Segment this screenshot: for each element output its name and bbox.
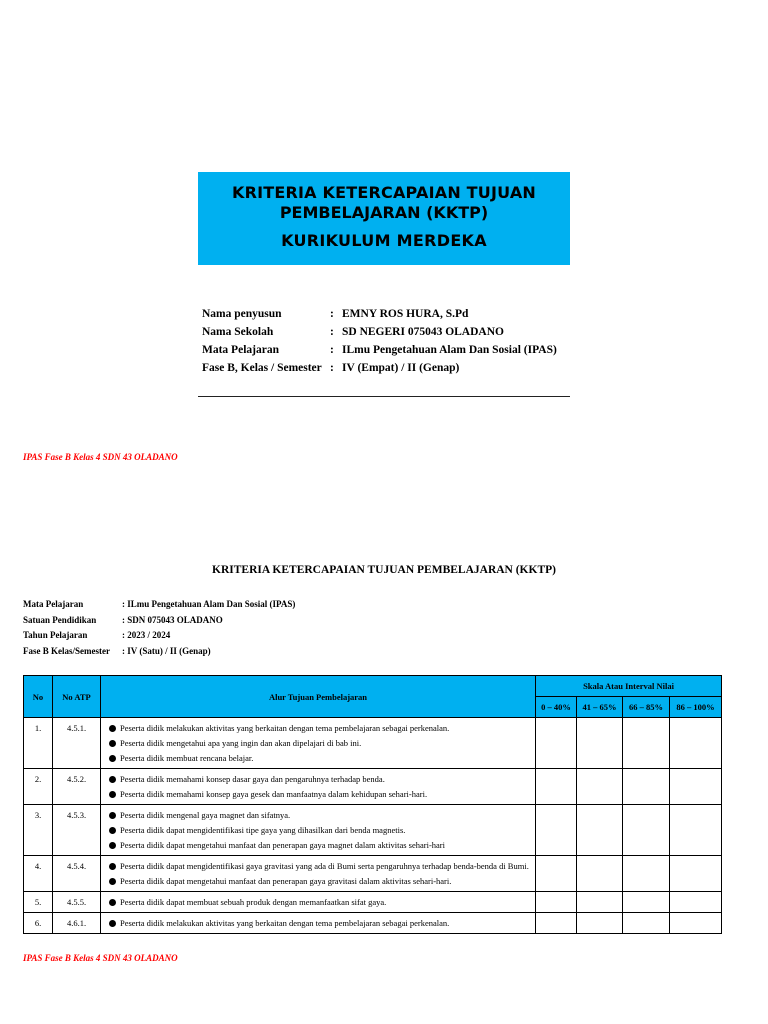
info-value: EMNY ROS HURA, S.Pd bbox=[342, 308, 469, 320]
info-separator: : bbox=[330, 326, 334, 338]
cell-atp: 4.5.5. bbox=[53, 892, 101, 913]
info-value: IV (Empat) / II (Genap) bbox=[342, 362, 460, 374]
info-label: Nama Sekolah bbox=[202, 326, 274, 338]
meta-row bbox=[23, 644, 295, 660]
cell-atp: 4.5.4. bbox=[53, 856, 101, 892]
cell-atp: 4.5.3. bbox=[53, 805, 101, 856]
score-cell[interactable] bbox=[670, 913, 722, 934]
score-cell[interactable] bbox=[536, 856, 577, 892]
meta-value: : 2023 / 2024 bbox=[122, 630, 171, 640]
info-label: Mata Pelajaran bbox=[202, 344, 279, 356]
bullet-icon bbox=[109, 740, 116, 747]
cell-alur bbox=[101, 913, 536, 934]
bullet-item bbox=[109, 753, 531, 763]
bullet-icon bbox=[109, 725, 116, 732]
score-cell[interactable] bbox=[623, 892, 670, 913]
bullet-text: Peserta didik dapat mengetahui manfaat dan penerapan gaya magnet dalam aktivitas sehari-hari bbox=[120, 840, 445, 850]
score-cell[interactable] bbox=[577, 856, 623, 892]
info-separator: : bbox=[330, 344, 334, 356]
meta-value: : IV (Satu) / II (Genap) bbox=[122, 645, 211, 656]
meta-value: : ILmu Pengetahuan Alam Dan Sosial (IPAS) bbox=[122, 599, 296, 609]
header-range: 41 – 65% bbox=[577, 697, 623, 718]
meta-value: : SDN 075043 OLADANO bbox=[122, 614, 223, 625]
bullet-text: Peserta didik memahami konsep gaya gesek dan manfaatnya dalam kehidupan sehari-hari. bbox=[120, 789, 428, 799]
score-cell[interactable] bbox=[536, 769, 577, 805]
meta-row bbox=[23, 628, 295, 644]
document-title: KRITERIA KETERCAPAIAN TUJUAN PEMBELAJARAN (KKTP) bbox=[212, 564, 556, 576]
score-cell[interactable] bbox=[670, 856, 722, 892]
cell-no: 6. bbox=[24, 913, 53, 934]
cover-title-line-2: PEMBELAJARAN (KKTP) bbox=[279, 203, 489, 222]
cell-alur bbox=[101, 856, 536, 892]
bullet-text: Peserta didik melakukan aktivitas yang berkaitan dengan tema pembelajaran sebagai perkenalan. bbox=[120, 918, 450, 928]
cell-no: 3. bbox=[24, 805, 53, 856]
bullet-item bbox=[109, 774, 531, 784]
bullet-icon bbox=[109, 842, 116, 849]
bullet-icon bbox=[109, 812, 116, 819]
bullet-text: Peserta didik memahami konsep dasar gaya dan pengaruhnya terhadap benda. bbox=[120, 774, 385, 784]
bullet-item bbox=[109, 789, 531, 799]
cell-alur bbox=[101, 769, 536, 805]
score-cell[interactable] bbox=[536, 913, 577, 934]
score-cell[interactable] bbox=[670, 805, 722, 856]
cover-title-banner bbox=[198, 172, 570, 265]
bullet-icon bbox=[109, 791, 116, 798]
table-row bbox=[24, 718, 722, 769]
cell-no: 2. bbox=[24, 769, 53, 805]
cell-atp: 4.5.2. bbox=[53, 769, 101, 805]
page-footer-note: IPAS Fase B Kelas 4 SDN 43 OLADANO bbox=[23, 452, 178, 462]
info-label: Fase B, Kelas / Semester bbox=[202, 362, 322, 374]
score-cell[interactable] bbox=[577, 892, 623, 913]
header-skala: Skala Atau Interval Nilai bbox=[536, 676, 722, 697]
cell-alur bbox=[101, 892, 536, 913]
score-cell[interactable] bbox=[536, 892, 577, 913]
cell-atp: 4.5.1. bbox=[53, 718, 101, 769]
header-alur: Alur Tujuan Pembelajaran bbox=[101, 676, 536, 718]
score-cell[interactable] bbox=[577, 913, 623, 934]
cell-no: 1. bbox=[24, 718, 53, 769]
score-cell[interactable] bbox=[623, 913, 670, 934]
bullet-item bbox=[109, 918, 531, 928]
header-no-atp: No ATP bbox=[53, 676, 101, 718]
bullet-icon bbox=[109, 827, 116, 834]
bullet-text: Peserta didik melakukan aktivitas yang berkaitan dengan tema pembelajaran sebagai perkenalan. bbox=[120, 723, 450, 733]
bullet-icon bbox=[109, 863, 116, 870]
info-value: ILmu Pengetahuan Alam Dan Sosial (IPAS) bbox=[342, 344, 557, 356]
score-cell[interactable] bbox=[670, 769, 722, 805]
bullet-text: Peserta didik dapat membuat sebuah produk dengan memanfaatkan sifat gaya. bbox=[120, 897, 387, 907]
score-cell[interactable] bbox=[623, 805, 670, 856]
meta-row bbox=[23, 597, 295, 613]
cover-info-row bbox=[202, 359, 557, 377]
table-row bbox=[24, 856, 722, 892]
bullet-text: Peserta didik dapat mengidentifikasi tipe gaya yang dihasilkan dari benda magnetis. bbox=[120, 825, 406, 835]
meta-label: Tahun Pelajaran bbox=[23, 630, 88, 640]
bullet-item bbox=[109, 897, 531, 907]
info-value: SD NEGERI 075043 OLADANO bbox=[342, 326, 504, 338]
cell-alur bbox=[101, 718, 536, 769]
meta-label: Satuan Pendidikan bbox=[23, 614, 97, 625]
bullet-item bbox=[109, 810, 531, 820]
cell-no: 5. bbox=[24, 892, 53, 913]
bullet-item bbox=[109, 861, 531, 871]
cover-title-line-1: KRITERIA KETERCAPAIAN TUJUAN bbox=[231, 183, 537, 202]
cover-info-row bbox=[202, 341, 557, 359]
bullet-item bbox=[109, 825, 531, 835]
table-row bbox=[24, 913, 722, 934]
bullet-text: Peserta didik dapat mengetahui manfaat dan penerapan gaya gravitasi dalam aktivitas sehari-hari. bbox=[120, 876, 452, 886]
score-cell[interactable] bbox=[536, 718, 577, 769]
score-cell[interactable] bbox=[577, 718, 623, 769]
info-label: Nama penyusun bbox=[202, 308, 282, 320]
cell-atp: 4.6.1. bbox=[53, 913, 101, 934]
bullet-text: Peserta didik dapat mengidentifikasi gaya gravitasi yang ada di Bumi serta pengaruhnya terhadap benda-benda di Bumi. bbox=[120, 861, 529, 871]
score-cell[interactable] bbox=[536, 805, 577, 856]
bullet-item bbox=[109, 876, 531, 886]
table-row bbox=[24, 805, 722, 856]
score-cell[interactable] bbox=[623, 718, 670, 769]
cover-divider bbox=[198, 396, 570, 397]
bullet-item bbox=[109, 723, 531, 733]
header-range: 66 – 85% bbox=[623, 697, 670, 718]
cover-info-row bbox=[202, 323, 557, 341]
cell-alur bbox=[101, 805, 536, 856]
document-meta bbox=[23, 597, 295, 659]
meta-label: Fase B Kelas/Semester bbox=[23, 645, 110, 656]
bullet-item bbox=[109, 738, 531, 748]
score-cell[interactable] bbox=[670, 718, 722, 769]
bullet-icon bbox=[109, 776, 116, 783]
bullet-icon bbox=[109, 920, 116, 927]
cover-info-row bbox=[202, 305, 557, 323]
bullet-text: Peserta didik membuat rencana belajar. bbox=[120, 753, 254, 763]
info-separator: : bbox=[330, 362, 334, 374]
kktp-table bbox=[23, 675, 722, 934]
score-cell[interactable] bbox=[670, 892, 722, 913]
bullet-text: Peserta didik mengetahui apa yang ingin dan akan dipelajari di bab ini. bbox=[120, 738, 362, 748]
score-cell[interactable] bbox=[577, 805, 623, 856]
meta-row bbox=[23, 613, 295, 629]
bullet-item bbox=[109, 840, 531, 850]
cell-no: 4. bbox=[24, 856, 53, 892]
info-separator: : bbox=[330, 308, 334, 320]
bullet-text: Peserta didik mengenal gaya magnet dan sifatnya. bbox=[120, 810, 291, 820]
cover-info bbox=[202, 305, 557, 377]
header-range: 86 – 100% bbox=[670, 697, 722, 718]
table-header-row bbox=[24, 676, 722, 697]
header-no: No bbox=[24, 676, 53, 718]
cover-subtitle: KURIKULUM MERDEKA bbox=[281, 231, 487, 250]
bullet-icon bbox=[109, 878, 116, 885]
score-cell[interactable] bbox=[577, 769, 623, 805]
bullet-icon bbox=[109, 899, 116, 906]
bullet-icon bbox=[109, 755, 116, 762]
page-footer-note: IPAS Fase B Kelas 4 SDN 43 OLADANO bbox=[23, 953, 178, 963]
meta-label: Mata Pelajaran bbox=[23, 599, 84, 609]
table-row bbox=[24, 769, 722, 805]
table-row bbox=[24, 892, 722, 913]
header-range: 0 – 40% bbox=[536, 697, 577, 718]
score-cell[interactable] bbox=[623, 856, 670, 892]
score-cell[interactable] bbox=[623, 769, 670, 805]
